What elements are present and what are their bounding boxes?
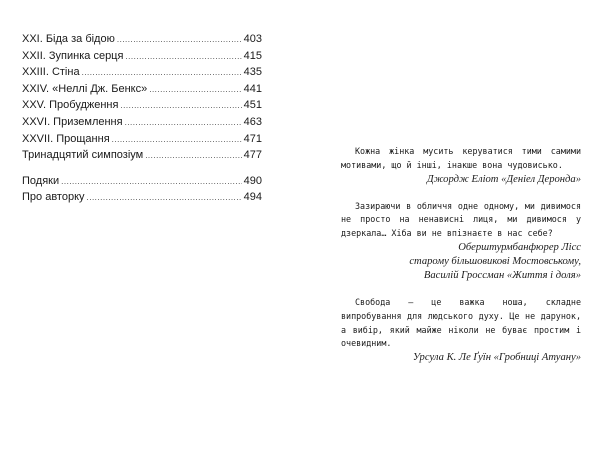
- toc-entry-page: 494: [243, 191, 262, 204]
- toc-leader-dots: [61, 174, 242, 191]
- toc-entry-title: XXII. Зупинка серця: [22, 49, 124, 62]
- epigraph-text: Кожна жінка мусить керуватися тими самими мотивами, що й інші, інакше вона чудовисько.: [341, 146, 581, 170]
- epigraph-text: Свобода – це важка ноша, складне випробування для людського духу. Це не дарунок, а вибір, який майже ніколи не буває простим і очевидним.: [341, 296, 581, 349]
- epigraphs: [341, 145, 581, 378]
- toc-entry: [22, 81, 262, 98]
- toc-entry-title: XXV. Пробудження: [22, 99, 119, 112]
- right-page: [300, 0, 600, 472]
- epigraph-attribution: Урсула К. Ле Ґуїн «Гробниці Атуану»: [412, 352, 581, 364]
- toc-entry-page: 451: [243, 99, 262, 112]
- toc-entry: [22, 114, 262, 131]
- toc-entry-title: XXVI. Приземлення: [22, 115, 123, 128]
- toc-leader-dots: [82, 65, 242, 82]
- toc-entry-title: XXI. Біда за бідою: [22, 33, 115, 45]
- toc-entry-page: 435: [243, 66, 262, 79]
- toc-leader-dots: [117, 32, 242, 49]
- toc-entry: [22, 147, 262, 164]
- epigraph-text: Зазираючи в обличчя одне одному, ми дивимося не просто на ненависні лиця, ми дивимося у дзеркала… Хіба ви не впізнаєте в нас себе?: [341, 200, 581, 239]
- epigraph: [341, 200, 581, 283]
- toc-section-gap: [22, 164, 262, 173]
- toc-entry-page: 471: [243, 132, 262, 145]
- toc-leader-dots: [87, 190, 242, 207]
- toc-entry-title: Про авторку: [22, 191, 85, 204]
- toc-leader-dots: [125, 115, 242, 132]
- epigraph: [341, 296, 581, 365]
- toc-entry-page: 477: [243, 149, 262, 162]
- toc-entry-page: 441: [243, 82, 262, 95]
- toc-entry-title: XXIII. Стіна: [22, 66, 80, 79]
- epigraph-attribution: Оберштурмбанфюрер Лісс: [458, 241, 581, 253]
- epigraph-attribution: Джордж Еліот «Деніел Деронда»: [426, 173, 581, 185]
- toc-entry: [22, 48, 262, 65]
- toc-entry: [22, 31, 262, 48]
- toc-entry: [22, 131, 262, 148]
- toc-leader-dots: [120, 98, 241, 115]
- toc-leader-dots: [125, 49, 241, 66]
- toc-entry-title: XXIV. «Неллі Дж. Бенкс»: [22, 82, 148, 95]
- toc-entry: [22, 173, 262, 190]
- toc-entry-page: 490: [243, 174, 262, 187]
- epigraph-attribution: старому більшовикові Мостовському,: [409, 255, 581, 267]
- toc-leader-dots: [112, 132, 242, 149]
- epigraph-attribution: Василій Гроссман «Життя і доля»: [423, 269, 581, 281]
- toc-entry-title: XXVII. Прощання: [22, 132, 110, 145]
- toc-entry: [22, 64, 262, 81]
- toc-entry-title: Тринадцятий симпозіум: [22, 149, 144, 162]
- toc-leader-dots: [149, 82, 241, 99]
- table-of-contents: [22, 31, 262, 206]
- toc-entry: [22, 189, 262, 206]
- toc-leader-dots: [145, 148, 241, 165]
- toc-entry-title: Подяки: [22, 174, 60, 187]
- toc-entry-page: 463: [243, 115, 262, 128]
- toc-entry: [22, 97, 262, 114]
- epigraph: [341, 145, 581, 187]
- toc-entry-page: 403: [243, 33, 262, 45]
- toc-entry-page: 415: [243, 49, 262, 62]
